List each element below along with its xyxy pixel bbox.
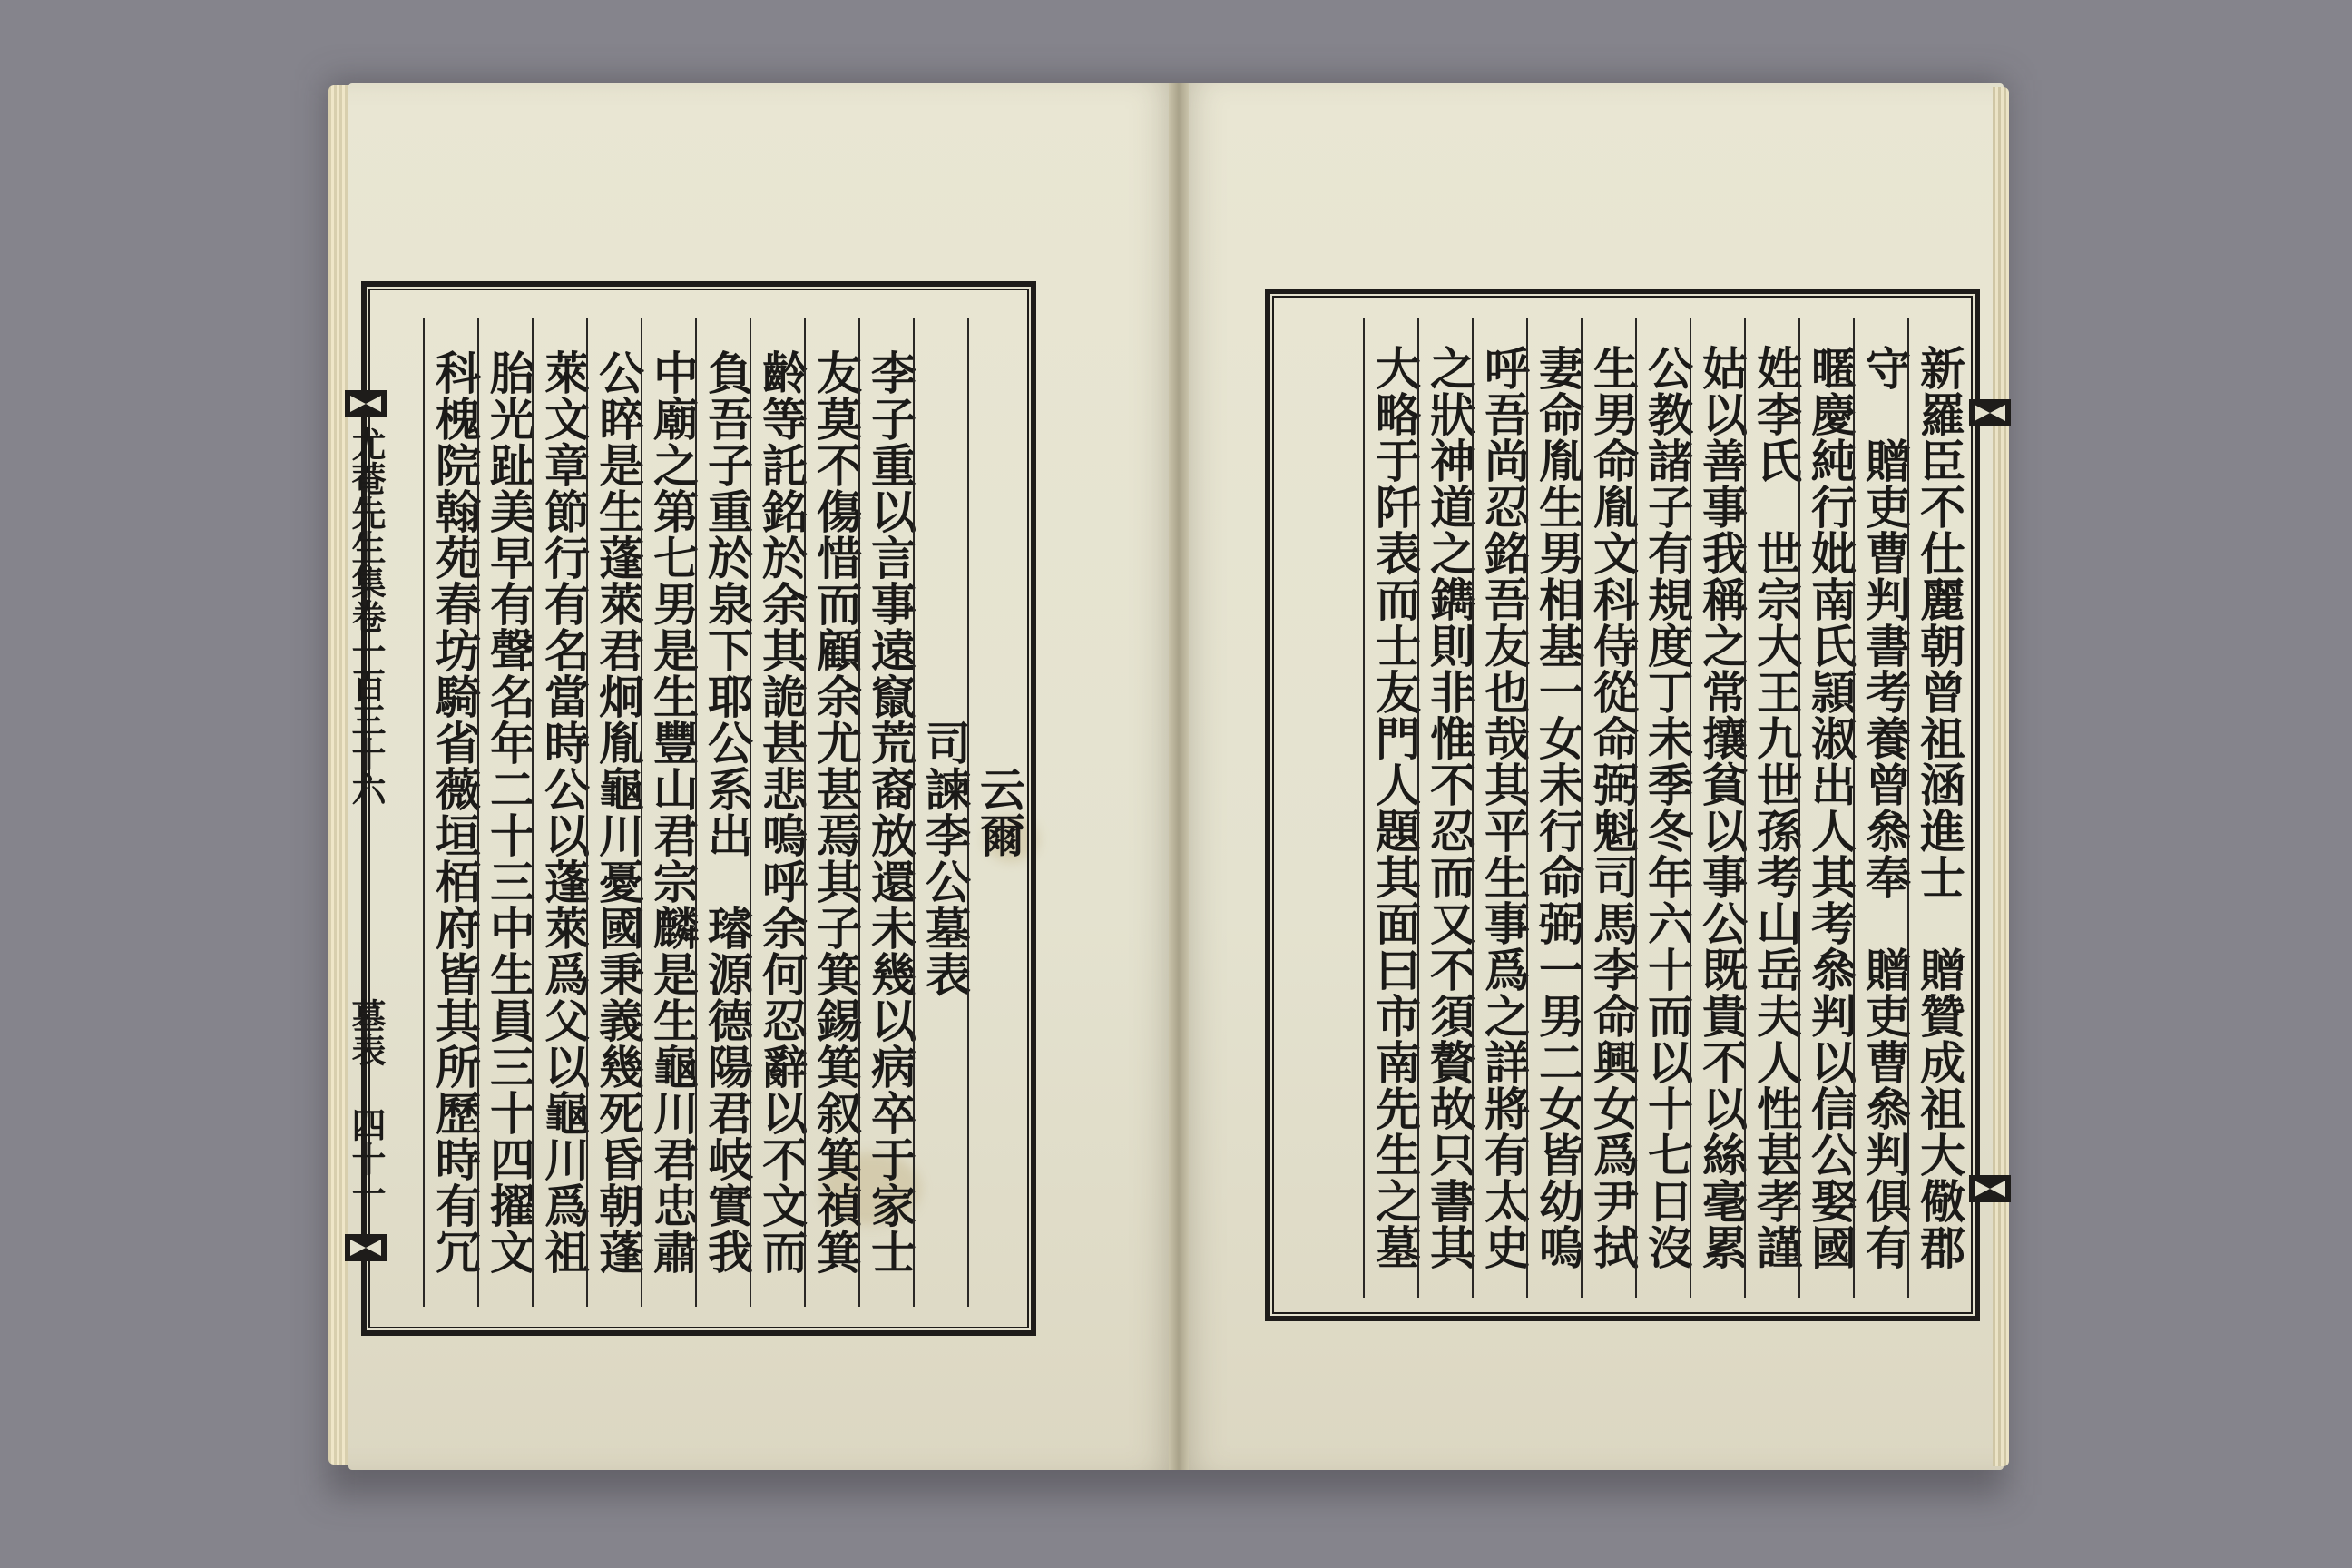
text-column: 司諫李公墓表	[913, 318, 967, 1307]
book-title-margin: 尤菴先生集卷一百三十六	[346, 426, 387, 806]
text-column: 妻命胤生男相基一女未行命弼一男二女皆幼嗚	[1526, 318, 1581, 1298]
text-column: 胎光趾美早有聲名年二十三中生員三十四擢文	[477, 318, 532, 1307]
text-column: 姑以善事我稱之常攘貧以事公既貴不以絲毫累	[1690, 318, 1744, 1298]
text-column: 大略于阡表而士友門人題其面曰市南先生之墓	[1363, 318, 1417, 1298]
page-number-margin: 四十一	[346, 1107, 387, 1210]
text-column: 齡等託銘於余其詭甚悲嗚呼余何忍辭以不文而	[750, 318, 804, 1307]
text-column: 之狀神道之鐫則非惟不忍而又不須贅故只書其	[1417, 318, 1472, 1298]
book-gutter	[1169, 83, 1189, 1470]
text-column: 姓李氏 世宗大王九世孫考山岳夫人性甚孝謹	[1744, 318, 1798, 1298]
text-column: 公睟是生蓬萊君炯胤龜川憂國秉義幾死昏朝蓬	[586, 318, 641, 1307]
text-column: 呼吾尚忍銘吾友也哉其平生事爲之詳將有太史	[1472, 318, 1526, 1298]
text-column: 李子重以言事遠竄荒裔放還未幾以病卒于家士	[858, 318, 913, 1307]
text-column: 新羅臣不仕麗朝曾祖涵進士 贈贊成祖大儆郡	[1907, 318, 1962, 1298]
lower-fishtail-mark	[1969, 1175, 2011, 1202]
left-text-block	[390, 318, 1026, 1307]
text-column: 云爾	[967, 318, 1022, 1307]
text-column: 負吾子重於泉下耶公系出 璿源德陽君岐實我	[695, 318, 750, 1307]
text-column: 科槐院翰苑春坊騎省薇垣栢府皆其所歷時有冗	[423, 318, 477, 1307]
right-page-edges	[1993, 87, 2009, 1466]
text-column: 中廟之第七男是生豐山君宗麟是生龜川君忠肅	[641, 318, 695, 1307]
upper-fishtail-mark	[1969, 399, 2011, 426]
text-column: 公教諸子有規度丁未季冬年六十而以十七日沒	[1635, 318, 1690, 1298]
right-text-block	[1281, 318, 1966, 1298]
text-column: 友莫不傷惜而顧余尤甚焉其子箕錫箕叙箕禎箕	[804, 318, 858, 1307]
text-column: 暱慶純行妣南氏頴淑出人其考叅判以信公娶國	[1798, 318, 1853, 1298]
upper-fishtail-mark	[345, 390, 387, 417]
text-column: 萊文章節行有名當時公以蓬萊爲父以龜川爲祖	[532, 318, 586, 1307]
lower-fishtail-mark	[345, 1234, 387, 1261]
section-label-margin: 墓表	[346, 998, 387, 1067]
text-column: 守 贈吏曹判書考養曾叅奉 贈吏曹叅判俱有	[1853, 318, 1907, 1298]
text-column: 生男命胤文科侍從命弼魁司馬李命興女爲尹拭	[1581, 318, 1635, 1298]
